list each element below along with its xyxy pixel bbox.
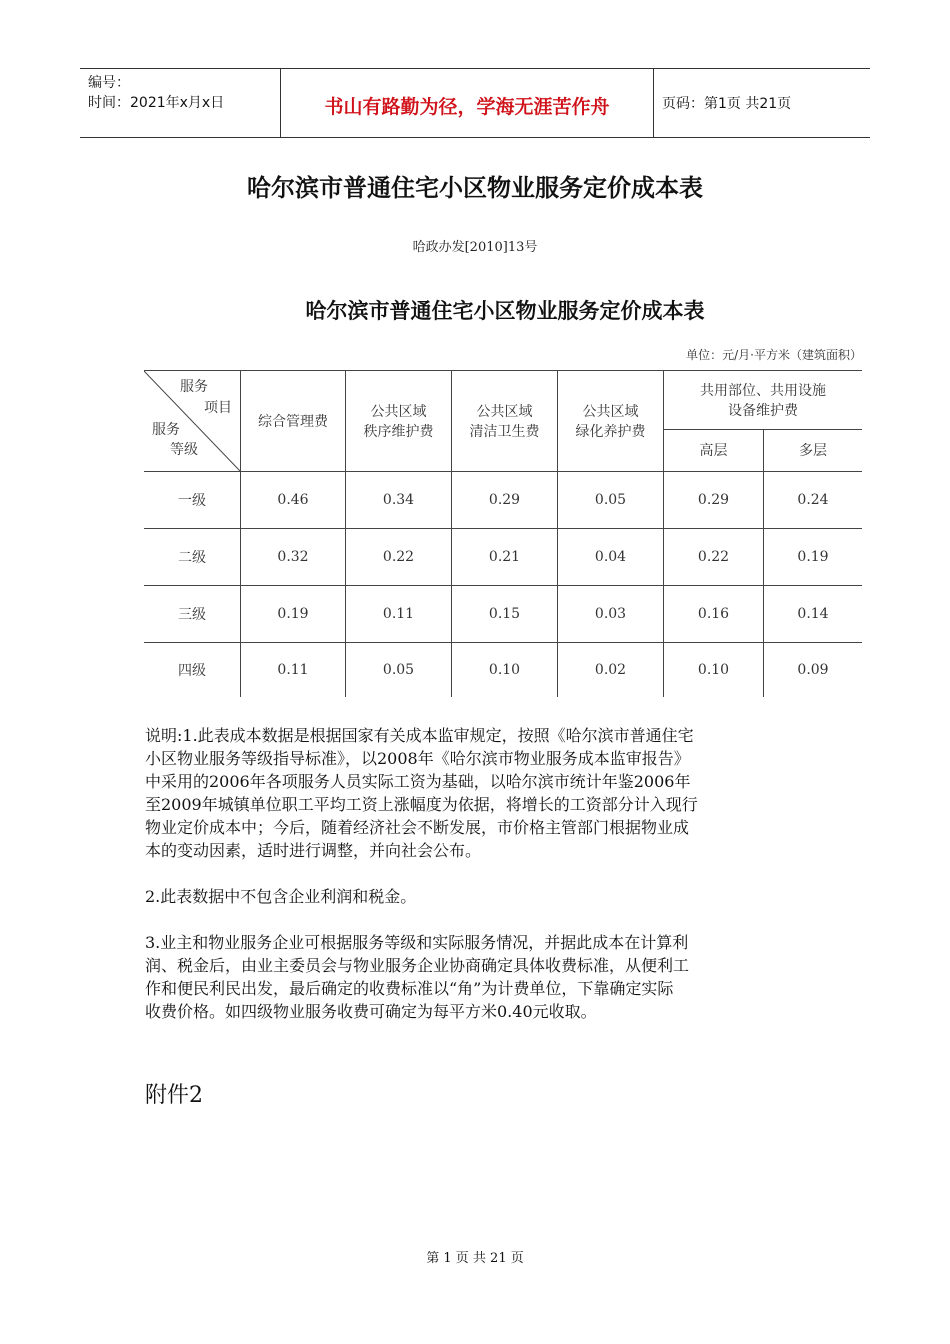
note-1-line: 说明:1.此表成本数据是根据国家有关成本监审规定，按照《哈尔滨市普通住宅 <box>145 726 694 745</box>
value-cell: 0.29 <box>664 472 764 529</box>
grade-cell: 四级 <box>144 643 241 697</box>
corner-bottom-b: 等级 <box>170 442 198 458</box>
note-3-line: 3.业主和物业服务企业可根据服务等级和实际服务情况，并据此成本在计算利 <box>145 933 689 952</box>
value-cell: 0.34 <box>346 472 452 529</box>
value-cell: 0.46 <box>241 472 346 529</box>
value-cell: 0.22 <box>664 529 764 586</box>
document-reference: 哈政办发[2010]13号 <box>412 240 538 255</box>
value-cell: 0.24 <box>764 472 863 529</box>
grade-cell: 二级 <box>144 529 241 586</box>
col-header-facilities-line2: 设备维护费 <box>728 402 798 419</box>
col-header-order <box>346 371 452 472</box>
col-header-greening-line2: 绿化养护费 <box>575 424 646 440</box>
value-cell: 0.11 <box>241 643 346 697</box>
note-1-line: 小区物业服务等级指导标准》，以2008年《哈尔滨市物业服务成本监审报告》 <box>145 749 690 768</box>
col-header-order-line2: 秩序维护费 <box>363 424 434 440</box>
date-label: 时间：2021年x月x日 <box>88 95 225 111</box>
value-cell: 0.14 <box>764 586 863 643</box>
note-1 <box>145 724 810 862</box>
value-cell: 0.15 <box>452 586 558 643</box>
col-header-cleaning-line2: 清洁卫生费 <box>469 424 540 440</box>
note-3-line: 润、税金后，由业主委员会与物业服务企业协商确定具体收费标准，从便利工 <box>145 956 690 975</box>
note-1-line: 本的变动因素，适时进行调整，并向社会公布。 <box>145 841 482 860</box>
corner-header-cell <box>144 371 241 472</box>
col-header-general: 综合管理费 <box>241 371 346 472</box>
corner-bottom-a: 服务 <box>152 422 180 438</box>
appendix-heading: 附件2 <box>145 1083 203 1108</box>
value-cell: 0.29 <box>452 472 558 529</box>
corner-top-a: 服务 <box>180 379 208 395</box>
page-footer: 第 1 页 共 21 页 <box>426 1251 524 1266</box>
value-cell: 0.10 <box>452 643 558 697</box>
note-3-line: 作和便民利民出发，最后确定的收费标准以“角”为计费单位，下靠确定实际 <box>145 979 674 998</box>
col-header-greening <box>558 371 664 472</box>
value-cell: 0.02 <box>558 643 664 697</box>
grade-cell: 一级 <box>144 472 241 529</box>
note-1-line: 至2009年城镇单位职工平均工资上涨幅度为依据，将增长的工资部分计入现行 <box>145 795 698 814</box>
value-cell: 0.03 <box>558 586 664 643</box>
header-motto: 书山有路勤为径，学海无涯苦作舟 <box>280 69 654 137</box>
table-row <box>144 472 862 529</box>
value-cell: 0.21 <box>452 529 558 586</box>
col-header-facilities <box>664 371 863 430</box>
value-cell: 0.16 <box>664 586 764 643</box>
value-cell: 0.09 <box>764 643 863 697</box>
table-title: 哈尔滨市普通住宅小区物业服务定价成本表 <box>305 299 705 323</box>
col-header-facilities-line1: 共用部位、共用设施 <box>700 382 826 399</box>
note-2: 2.此表数据中不包含企业利润和税金。 <box>145 887 417 906</box>
grade-cell: 三级 <box>144 586 241 643</box>
table-unit: 单位：元/月·平方米（建筑面积） <box>686 348 862 362</box>
sub-header-high-rise: 高层 <box>664 429 764 471</box>
document-title: 哈尔滨市普通住宅小区物业服务定价成本表 <box>247 174 703 202</box>
value-cell: 0.04 <box>558 529 664 586</box>
value-cell: 0.22 <box>346 529 452 586</box>
header-page-label: 页码：第1页 共21页 <box>662 96 792 112</box>
value-cell: 0.32 <box>241 529 346 586</box>
value-cell: 0.11 <box>346 586 452 643</box>
value-cell: 0.05 <box>346 643 452 697</box>
value-cell: 0.19 <box>764 529 863 586</box>
page-header <box>80 68 870 138</box>
note-1-line: 中采用的2006年各项服务人员实际工资为基础，以哈尔滨市统计年鉴2006年 <box>145 772 691 791</box>
value-cell: 0.19 <box>241 586 346 643</box>
corner-top-b: 项目 <box>204 400 232 416</box>
note-1-line: 物业定价成本中；今后，随着经济社会不断发展，市价格主管部门根据物业成 <box>145 818 690 837</box>
cost-table <box>144 370 862 697</box>
note-3-line: 收费价格。如四级物业服务收费可确定为每平方米0.40元收取。 <box>145 1002 597 1021</box>
col-header-order-line1: 公共区域 <box>370 404 427 420</box>
col-header-cleaning <box>452 371 558 472</box>
header-meta <box>80 69 280 137</box>
value-cell: 0.10 <box>664 643 764 697</box>
number-label: 编号： <box>88 75 130 91</box>
notes-section <box>145 724 810 1046</box>
col-header-cleaning-line1: 公共区域 <box>476 404 533 420</box>
table-row <box>144 586 862 643</box>
sub-header-multi-storey: 多层 <box>764 429 863 471</box>
value-cell: 0.05 <box>558 472 664 529</box>
table-row <box>144 643 862 697</box>
col-header-greening-line1: 公共区域 <box>582 404 639 420</box>
note-3 <box>145 931 810 1023</box>
table-row <box>144 529 862 586</box>
